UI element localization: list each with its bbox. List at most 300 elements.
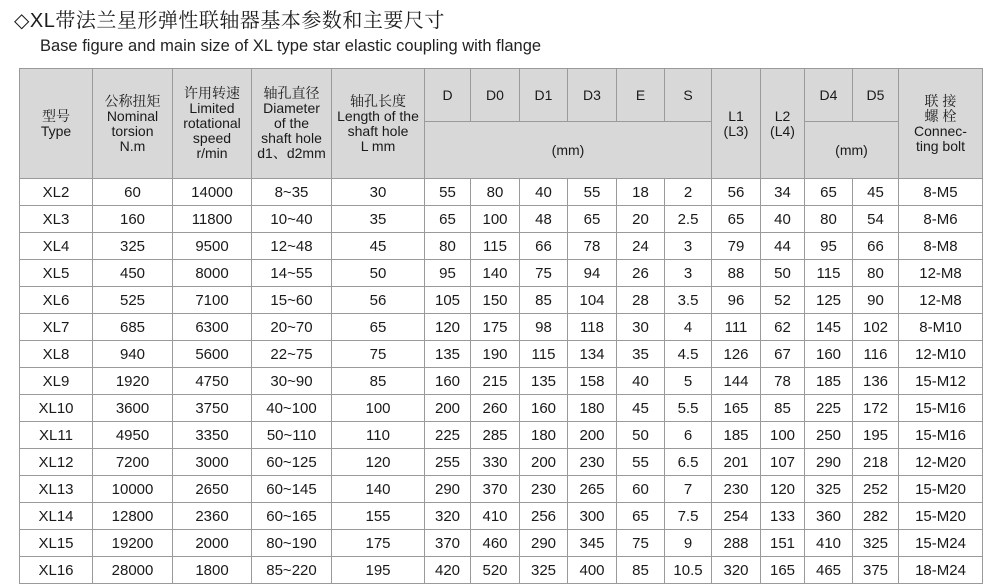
header-speed-en1: Limited bbox=[189, 100, 235, 116]
cell-speed: 1800 bbox=[173, 557, 252, 584]
cell-D: 200 bbox=[425, 395, 471, 422]
header-speed-unit: r/min bbox=[196, 145, 228, 161]
cell-D: 105 bbox=[425, 287, 471, 314]
cell-D1: 85 bbox=[520, 287, 568, 314]
cell-bolt: 8-M5 bbox=[899, 179, 983, 206]
cell-L2: 52 bbox=[761, 287, 805, 314]
cell-speed: 7100 bbox=[173, 287, 252, 314]
header-L2-label: L2 bbox=[774, 107, 791, 124]
cell-D: 255 bbox=[425, 449, 471, 476]
table-row bbox=[20, 395, 983, 422]
cell-D5: 45 bbox=[853, 179, 899, 206]
cell-S: 4 bbox=[665, 314, 712, 341]
cell-length: 195 bbox=[332, 557, 425, 584]
cell-L2: 50 bbox=[761, 260, 805, 287]
cell-D1: 256 bbox=[520, 503, 568, 530]
cell-D4: 290 bbox=[805, 449, 853, 476]
table-row bbox=[20, 260, 983, 287]
header-D: D bbox=[425, 69, 471, 122]
header-length-cn: 轴孔长度 bbox=[350, 92, 406, 109]
cell-D5: 172 bbox=[853, 395, 899, 422]
cell-D4: 225 bbox=[805, 395, 853, 422]
cell-diameter: 22~75 bbox=[252, 341, 332, 368]
cell-D: 55 bbox=[425, 179, 471, 206]
cell-S: 10.5 bbox=[665, 557, 712, 584]
cell-D0: 460 bbox=[471, 530, 520, 557]
cell-E: 45 bbox=[617, 395, 665, 422]
header-torsion-cn: 公称扭矩 bbox=[104, 92, 161, 109]
cell-diameter: 50~110 bbox=[252, 422, 332, 449]
header-L3-label: (L3) bbox=[723, 122, 749, 139]
cell-D0: 140 bbox=[471, 260, 520, 287]
cell-bolt: 15-M12 bbox=[899, 368, 983, 395]
cell-D5: 375 bbox=[853, 557, 899, 584]
cell-D0: 190 bbox=[471, 341, 520, 368]
cell-torsion: 685 bbox=[93, 314, 173, 341]
cell-D5: 282 bbox=[853, 503, 899, 530]
cell-speed: 9500 bbox=[173, 233, 252, 260]
cell-L2: 133 bbox=[761, 503, 805, 530]
header-D3: D3 bbox=[568, 69, 617, 122]
cell-type: XL14 bbox=[20, 503, 93, 530]
cell-diameter: 30~90 bbox=[252, 368, 332, 395]
cell-E: 24 bbox=[617, 233, 665, 260]
cell-D4: 160 bbox=[805, 341, 853, 368]
table-row bbox=[20, 314, 983, 341]
cell-length: 175 bbox=[332, 530, 425, 557]
cell-type: XL10 bbox=[20, 395, 93, 422]
table-row bbox=[20, 179, 983, 206]
cell-diameter: 14~55 bbox=[252, 260, 332, 287]
cell-type: XL15 bbox=[20, 530, 93, 557]
cell-L1: 56 bbox=[712, 179, 761, 206]
cell-D3: 345 bbox=[568, 530, 617, 557]
cell-D1: 48 bbox=[520, 206, 568, 233]
header-speed-en2: rotational bbox=[183, 115, 241, 131]
cell-speed: 2360 bbox=[173, 503, 252, 530]
cell-torsion: 60 bbox=[93, 179, 173, 206]
cell-torsion: 525 bbox=[93, 287, 173, 314]
cell-torsion: 12800 bbox=[93, 503, 173, 530]
table-row bbox=[20, 449, 983, 476]
title-english: Base figure and main size of XL type star elastic coupling with flange bbox=[40, 37, 542, 55]
cell-D4: 65 bbox=[805, 179, 853, 206]
cell-L2: 85 bbox=[761, 395, 805, 422]
cell-speed: 2000 bbox=[173, 530, 252, 557]
header-E: E bbox=[617, 69, 665, 122]
cell-D: 225 bbox=[425, 422, 471, 449]
cell-torsion: 3600 bbox=[93, 395, 173, 422]
cell-D3: 265 bbox=[568, 476, 617, 503]
cell-D1: 160 bbox=[520, 395, 568, 422]
cell-D4: 185 bbox=[805, 368, 853, 395]
cell-D1: 200 bbox=[520, 449, 568, 476]
cell-D3: 104 bbox=[568, 287, 617, 314]
cell-type: XL3 bbox=[20, 206, 93, 233]
cell-type: XL5 bbox=[20, 260, 93, 287]
cell-D1: 230 bbox=[520, 476, 568, 503]
cell-bolt: 8-M10 bbox=[899, 314, 983, 341]
cell-D5: 195 bbox=[853, 422, 899, 449]
cell-L1: 65 bbox=[712, 206, 761, 233]
cell-type: XL6 bbox=[20, 287, 93, 314]
cell-torsion: 1920 bbox=[93, 368, 173, 395]
cell-D4: 410 bbox=[805, 530, 853, 557]
cell-L1: 144 bbox=[712, 368, 761, 395]
cell-D4: 250 bbox=[805, 422, 853, 449]
cell-L1: 111 bbox=[712, 314, 761, 341]
cell-D3: 134 bbox=[568, 341, 617, 368]
cell-S: 6.5 bbox=[665, 449, 712, 476]
header-torsion-en2: torsion bbox=[111, 122, 154, 139]
cell-D5: 218 bbox=[853, 449, 899, 476]
cell-length: 85 bbox=[332, 368, 425, 395]
cell-diameter: 12~48 bbox=[252, 233, 332, 260]
cell-length: 75 bbox=[332, 341, 425, 368]
cell-speed: 2650 bbox=[173, 476, 252, 503]
cell-type: XL2 bbox=[20, 179, 93, 206]
cell-D: 80 bbox=[425, 233, 471, 260]
cell-L1: 320 bbox=[712, 557, 761, 584]
header-bolt bbox=[899, 69, 983, 179]
cell-length: 65 bbox=[332, 314, 425, 341]
table-row bbox=[20, 476, 983, 503]
header-L4-label: (L4) bbox=[770, 122, 795, 139]
cell-D: 420 bbox=[425, 557, 471, 584]
cell-D4: 325 bbox=[805, 476, 853, 503]
cell-D: 320 bbox=[425, 503, 471, 530]
cell-torsion: 940 bbox=[93, 341, 173, 368]
cell-D4: 360 bbox=[805, 503, 853, 530]
cell-S: 4.5 bbox=[665, 341, 712, 368]
cell-S: 3 bbox=[665, 233, 712, 260]
cell-bolt: 15-M16 bbox=[899, 395, 983, 422]
cell-L1: 201 bbox=[712, 449, 761, 476]
header-speed bbox=[173, 69, 252, 179]
header-diameter-en3: shaft hole bbox=[261, 130, 322, 146]
cell-L2: 34 bbox=[761, 179, 805, 206]
cell-diameter: 60~125 bbox=[252, 449, 332, 476]
header-bolt-en2: ting bolt bbox=[915, 137, 966, 154]
cell-D3: 400 bbox=[568, 557, 617, 584]
cell-S: 3.5 bbox=[665, 287, 712, 314]
cell-D3: 78 bbox=[568, 233, 617, 260]
cell-S: 5.5 bbox=[665, 395, 712, 422]
cell-S: 7.5 bbox=[665, 503, 712, 530]
cell-E: 35 bbox=[617, 341, 665, 368]
cell-length: 30 bbox=[332, 179, 425, 206]
cell-D0: 520 bbox=[471, 557, 520, 584]
cell-L2: 151 bbox=[761, 530, 805, 557]
cell-L1: 230 bbox=[712, 476, 761, 503]
cell-speed: 4750 bbox=[173, 368, 252, 395]
cell-D0: 285 bbox=[471, 422, 520, 449]
cell-D3: 118 bbox=[568, 314, 617, 341]
cell-E: 65 bbox=[617, 503, 665, 530]
cell-speed: 3750 bbox=[173, 395, 252, 422]
cell-bolt: 12-M10 bbox=[899, 341, 983, 368]
header-diameter bbox=[252, 69, 332, 179]
cell-L2: 120 bbox=[761, 476, 805, 503]
cell-type: XL7 bbox=[20, 314, 93, 341]
header-S: S bbox=[665, 69, 712, 122]
cell-L1: 96 bbox=[712, 287, 761, 314]
cell-D0: 370 bbox=[471, 476, 520, 503]
header-bolt-cn2: 螺 栓 bbox=[924, 107, 957, 124]
cell-S: 5 bbox=[665, 368, 712, 395]
cell-D5: 66 bbox=[853, 233, 899, 260]
cell-D: 370 bbox=[425, 530, 471, 557]
header-speed-en3: speed bbox=[192, 130, 232, 146]
header-D0: D0 bbox=[471, 69, 520, 122]
header-torsion-en1: Nominal bbox=[106, 107, 159, 124]
cell-L2: 62 bbox=[761, 314, 805, 341]
cell-E: 30 bbox=[617, 314, 665, 341]
cell-length: 45 bbox=[332, 233, 425, 260]
cell-L2: 78 bbox=[761, 368, 805, 395]
cell-D1: 40 bbox=[520, 179, 568, 206]
cell-L1: 88 bbox=[712, 260, 761, 287]
cell-D4: 115 bbox=[805, 260, 853, 287]
cell-D0: 260 bbox=[471, 395, 520, 422]
cell-D: 120 bbox=[425, 314, 471, 341]
cell-D3: 180 bbox=[568, 395, 617, 422]
title-chinese: ◇XL带法兰星形弹性联轴器基本参数和主要尺寸 bbox=[14, 10, 445, 32]
cell-bolt: 18-M24 bbox=[899, 557, 983, 584]
cell-length: 100 bbox=[332, 395, 425, 422]
cell-D1: 115 bbox=[520, 341, 568, 368]
cell-length: 56 bbox=[332, 287, 425, 314]
cell-L2: 67 bbox=[761, 341, 805, 368]
cell-L1: 288 bbox=[712, 530, 761, 557]
cell-D5: 80 bbox=[853, 260, 899, 287]
cell-diameter: 60~145 bbox=[252, 476, 332, 503]
cell-D1: 135 bbox=[520, 368, 568, 395]
cell-torsion: 10000 bbox=[93, 476, 173, 503]
cell-E: 75 bbox=[617, 530, 665, 557]
header-diameter-unit: d1、d2mm bbox=[257, 145, 326, 161]
cell-D3: 94 bbox=[568, 260, 617, 287]
cell-torsion: 325 bbox=[93, 233, 173, 260]
cell-length: 155 bbox=[332, 503, 425, 530]
cell-S: 2.5 bbox=[665, 206, 712, 233]
cell-speed: 6300 bbox=[173, 314, 252, 341]
table-row bbox=[20, 287, 983, 314]
header-D4: D4 bbox=[805, 69, 853, 122]
cell-S: 9 bbox=[665, 530, 712, 557]
cell-speed: 11800 bbox=[173, 206, 252, 233]
cell-D4: 145 bbox=[805, 314, 853, 341]
header-mm-group-2: (mm) bbox=[805, 122, 899, 179]
table-row bbox=[20, 422, 983, 449]
cell-type: XL9 bbox=[20, 368, 93, 395]
table-body bbox=[20, 179, 983, 584]
cell-torsion: 19200 bbox=[93, 530, 173, 557]
cell-D4: 465 bbox=[805, 557, 853, 584]
cell-D0: 80 bbox=[471, 179, 520, 206]
cell-S: 7 bbox=[665, 476, 712, 503]
cell-bolt: 15-M20 bbox=[899, 476, 983, 503]
cell-L2: 44 bbox=[761, 233, 805, 260]
cell-D0: 100 bbox=[471, 206, 520, 233]
table-row bbox=[20, 557, 983, 584]
table-row bbox=[20, 206, 983, 233]
cell-D1: 98 bbox=[520, 314, 568, 341]
cell-E: 18 bbox=[617, 179, 665, 206]
cell-type: XL13 bbox=[20, 476, 93, 503]
cell-diameter: 85~220 bbox=[252, 557, 332, 584]
header-torsion bbox=[93, 69, 173, 179]
cell-speed: 3000 bbox=[173, 449, 252, 476]
cell-L2: 107 bbox=[761, 449, 805, 476]
cell-torsion: 160 bbox=[93, 206, 173, 233]
cell-diameter: 8~35 bbox=[252, 179, 332, 206]
cell-D0: 330 bbox=[471, 449, 520, 476]
cell-D1: 75 bbox=[520, 260, 568, 287]
header-torsion-unit: N.m bbox=[119, 137, 146, 154]
cell-L1: 254 bbox=[712, 503, 761, 530]
cell-length: 110 bbox=[332, 422, 425, 449]
cell-D: 135 bbox=[425, 341, 471, 368]
cell-bolt: 15-M20 bbox=[899, 503, 983, 530]
cell-S: 2 bbox=[665, 179, 712, 206]
cell-speed: 5600 bbox=[173, 341, 252, 368]
cell-L2: 165 bbox=[761, 557, 805, 584]
cell-bolt: 15-M24 bbox=[899, 530, 983, 557]
cell-type: XL16 bbox=[20, 557, 93, 584]
cell-D3: 65 bbox=[568, 206, 617, 233]
cell-diameter: 60~165 bbox=[252, 503, 332, 530]
cell-torsion: 450 bbox=[93, 260, 173, 287]
header-type bbox=[20, 69, 93, 179]
cell-D1: 180 bbox=[520, 422, 568, 449]
cell-D3: 230 bbox=[568, 449, 617, 476]
cell-bolt: 8-M6 bbox=[899, 206, 983, 233]
cell-E: 85 bbox=[617, 557, 665, 584]
cell-L1: 165 bbox=[712, 395, 761, 422]
cell-bolt: 8-M8 bbox=[899, 233, 983, 260]
cell-D5: 252 bbox=[853, 476, 899, 503]
table-row bbox=[20, 503, 983, 530]
cell-D1: 66 bbox=[520, 233, 568, 260]
cell-D4: 125 bbox=[805, 287, 853, 314]
cell-length: 50 bbox=[332, 260, 425, 287]
cell-type: XL8 bbox=[20, 341, 93, 368]
table-row bbox=[20, 233, 983, 260]
cell-E: 20 bbox=[617, 206, 665, 233]
cell-D5: 136 bbox=[853, 368, 899, 395]
header-diameter-cn: 轴孔直径 bbox=[263, 85, 320, 101]
cell-D3: 55 bbox=[568, 179, 617, 206]
cell-D0: 150 bbox=[471, 287, 520, 314]
header-diameter-en2: of the bbox=[273, 115, 310, 131]
cell-D3: 300 bbox=[568, 503, 617, 530]
cell-E: 60 bbox=[617, 476, 665, 503]
header-L2 bbox=[761, 69, 805, 179]
header-bolt-en1: Connec- bbox=[914, 122, 967, 139]
cell-D5: 116 bbox=[853, 341, 899, 368]
cell-length: 120 bbox=[332, 449, 425, 476]
table-row bbox=[20, 341, 983, 368]
header-L1-label: L1 bbox=[728, 107, 744, 124]
cell-E: 50 bbox=[617, 422, 665, 449]
cell-bolt: 12-M8 bbox=[899, 287, 983, 314]
cell-type: XL11 bbox=[20, 422, 93, 449]
cell-E: 55 bbox=[617, 449, 665, 476]
header-mm-group: (mm) bbox=[425, 122, 712, 179]
cell-bolt: 12-M8 bbox=[899, 260, 983, 287]
cell-L1: 79 bbox=[712, 233, 761, 260]
cell-E: 26 bbox=[617, 260, 665, 287]
cell-D0: 175 bbox=[471, 314, 520, 341]
header-diameter-en1: Diameter bbox=[263, 100, 320, 116]
cell-D: 95 bbox=[425, 260, 471, 287]
cell-L2: 100 bbox=[761, 422, 805, 449]
cell-diameter: 10~40 bbox=[252, 206, 332, 233]
cell-D5: 54 bbox=[853, 206, 899, 233]
cell-S: 6 bbox=[665, 422, 712, 449]
cell-E: 28 bbox=[617, 287, 665, 314]
table-row bbox=[20, 368, 983, 395]
header-L1 bbox=[712, 69, 761, 179]
cell-speed: 14000 bbox=[173, 179, 252, 206]
coupling-spec-table bbox=[19, 68, 983, 584]
cell-D3: 158 bbox=[568, 368, 617, 395]
cell-D: 160 bbox=[425, 368, 471, 395]
cell-bolt: 15-M16 bbox=[899, 422, 983, 449]
header-length-en2: shaft hole bbox=[347, 122, 409, 139]
cell-speed: 3350 bbox=[173, 422, 252, 449]
cell-D1: 290 bbox=[520, 530, 568, 557]
cell-bolt: 12-M20 bbox=[899, 449, 983, 476]
cell-D3: 200 bbox=[568, 422, 617, 449]
cell-D0: 410 bbox=[471, 503, 520, 530]
cell-diameter: 15~60 bbox=[252, 287, 332, 314]
header-row-top bbox=[20, 69, 983, 122]
cell-torsion: 4950 bbox=[93, 422, 173, 449]
cell-L1: 185 bbox=[712, 422, 761, 449]
header-length-unit: L mm bbox=[360, 137, 396, 154]
header-type-en: Type bbox=[40, 122, 72, 139]
cell-type: XL12 bbox=[20, 449, 93, 476]
header-length-en1: Length of the bbox=[337, 107, 419, 124]
cell-length: 140 bbox=[332, 476, 425, 503]
header-D1: D1 bbox=[520, 69, 568, 122]
cell-D4: 80 bbox=[805, 206, 853, 233]
header-type-cn: 型号 bbox=[42, 107, 70, 124]
cell-E: 40 bbox=[617, 368, 665, 395]
cell-D4: 95 bbox=[805, 233, 853, 260]
header-D5: D5 bbox=[853, 69, 899, 122]
header-speed-cn: 许用转速 bbox=[184, 85, 240, 101]
cell-diameter: 20~70 bbox=[252, 314, 332, 341]
cell-diameter: 40~100 bbox=[252, 395, 332, 422]
cell-D5: 90 bbox=[853, 287, 899, 314]
cell-S: 3 bbox=[665, 260, 712, 287]
header-length bbox=[332, 69, 425, 179]
cell-D: 65 bbox=[425, 206, 471, 233]
cell-D: 290 bbox=[425, 476, 471, 503]
cell-diameter: 80~190 bbox=[252, 530, 332, 557]
cell-D0: 215 bbox=[471, 368, 520, 395]
cell-L1: 126 bbox=[712, 341, 761, 368]
cell-torsion: 28000 bbox=[93, 557, 173, 584]
header-bolt-cn1: 联 接 bbox=[924, 92, 957, 109]
cell-D1: 325 bbox=[520, 557, 568, 584]
cell-speed: 8000 bbox=[173, 260, 252, 287]
cell-length: 35 bbox=[332, 206, 425, 233]
cell-torsion: 7200 bbox=[93, 449, 173, 476]
